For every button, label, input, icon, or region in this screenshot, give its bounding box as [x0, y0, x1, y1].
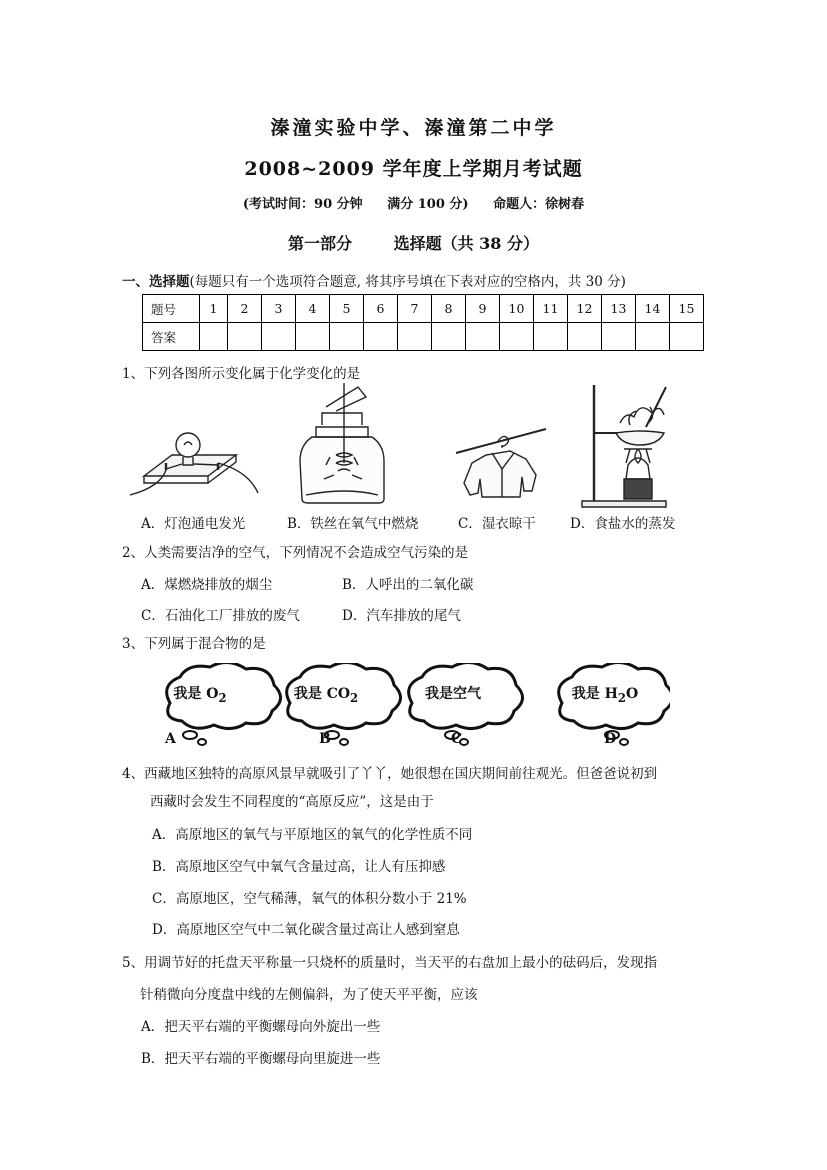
- iron-wire-oxygen-figure: [300, 383, 384, 503]
- cloud-a-text: 我是 $O_2$: [173, 686, 227, 705]
- question-5-option-b: B．把天平右端的平衡螺母向里旋进一些: [141, 1051, 381, 1067]
- cloud-c-text: 我是空气: [425, 686, 481, 702]
- section-label: 一、选择题: [122, 274, 190, 290]
- answer-cell[interactable]: [200, 323, 228, 351]
- table-cell-number: 1: [200, 295, 228, 323]
- question-1-figures: [126, 383, 716, 508]
- question-5-stem-line-1: 5、用调节好的托盘天平称量一只烧杯的质量时，当天平的右盘加上最小的砝码后，发现指: [122, 955, 658, 971]
- answer-cell[interactable]: [568, 323, 602, 351]
- answer-cell[interactable]: [466, 323, 500, 351]
- table-cell-number: 4: [296, 295, 330, 323]
- question-2-option-a: A．煤燃烧排放的烟尘: [141, 577, 273, 593]
- section-instruction: (每题只有一个选项符合题意, 将其序号填在下表对应的空格内，共 30 分): [189, 274, 626, 290]
- question-1-option-a: A．灯泡通电发光: [141, 516, 246, 532]
- cloud-b-label: B: [319, 731, 331, 747]
- table-cell-number: 8: [432, 295, 466, 323]
- answer-cell[interactable]: [296, 323, 330, 351]
- answer-cell[interactable]: [534, 323, 568, 351]
- cloud-b-text: 我是 $CO_2$: [293, 686, 359, 705]
- table-cell-number: 6: [364, 295, 398, 323]
- exam-author: 命题人：徐树春: [493, 197, 585, 212]
- table-header-number: 题号: [143, 295, 200, 323]
- question-2-stem: 2、人类需要洁净的空气，下列情况不会造成空气污染的是: [122, 545, 469, 561]
- answer-cell[interactable]: [364, 323, 398, 351]
- answer-table: [142, 294, 704, 351]
- table-cell-number: 12: [568, 295, 602, 323]
- table-cell-number: 2: [228, 295, 262, 323]
- question-4-option-b: B．高原地区空气中氧气含量过高，让人有压抑感: [152, 859, 446, 875]
- evaporation-figure: [582, 385, 666, 507]
- exam-score: 满分 100 分): [387, 197, 469, 212]
- question-5-option-a: A．把天平右端的平衡螺母向外旋出一些: [141, 1019, 381, 1035]
- answer-cell[interactable]: [262, 323, 296, 351]
- part-label: 第一部分: [287, 234, 352, 253]
- question-4-option-d: D．高原地区空气中二氧化碳含量过高让人感到窒息: [152, 922, 460, 938]
- question-2-option-c: C．石油化工厂排放的废气: [141, 608, 300, 624]
- answer-cell[interactable]: [636, 323, 670, 351]
- table-cell-number: 11: [534, 295, 568, 323]
- part-title: 选择题（共 38 分）: [393, 234, 539, 253]
- cloud-d-text: 我是 $H_2O$: [571, 686, 639, 705]
- table-row: [143, 323, 704, 351]
- answer-cell[interactable]: [432, 323, 466, 351]
- answer-cell[interactable]: [500, 323, 534, 351]
- table-cell-number: 3: [262, 295, 296, 323]
- answer-cell[interactable]: [670, 323, 704, 351]
- exam-title: 2008~2009 学年度上学期月考试题: [244, 158, 583, 180]
- question-5-stem-line-2: 针稍微向分度盘中线的左侧偏斜，为了使天平平衡，应该: [140, 987, 478, 1003]
- question-1-option-c: C．湿衣晾干: [458, 516, 536, 532]
- question-4-stem-line-2: 西藏时会发生不同程度的“高原反应”，这是由于: [150, 794, 434, 810]
- table-cell-number: 13: [602, 295, 636, 323]
- table-header-answer: 答案: [143, 323, 200, 351]
- section-heading: [122, 270, 626, 290]
- question-2-option-b: B．人呼出的二氧化碳: [342, 577, 474, 593]
- thought-clouds: [150, 663, 670, 751]
- light-bulb-figure: [130, 433, 258, 495]
- answer-cell[interactable]: [330, 323, 364, 351]
- table-cell-number: 5: [330, 295, 364, 323]
- question-1-stem: 1、下列各图所示变化属于化学变化的是: [122, 366, 361, 382]
- table-row: [143, 295, 704, 323]
- question-3-stem: 3、下列属于混合物的是: [122, 636, 266, 652]
- question-4-stem-line-1: 4、西藏地区独特的高原风景早就吸引了丫丫，她很想在国庆期间前往观光。但爸爸说初到: [122, 766, 658, 782]
- answer-cell[interactable]: [398, 323, 432, 351]
- cloud-d-label: D: [604, 731, 617, 747]
- question-1-option-d: D．食盐水的蒸发: [570, 516, 676, 532]
- exam-time: (考试时间：90 分钟: [242, 197, 363, 212]
- wet-clothes-figure: [456, 429, 546, 497]
- answer-cell[interactable]: [602, 323, 636, 351]
- table-cell-number: 9: [466, 295, 500, 323]
- table-cell-number: 7: [398, 295, 432, 323]
- part-heading: [0, 231, 827, 254]
- question-1-option-b: B．铁丝在氧气中燃烧: [287, 516, 419, 532]
- table-cell-number: 10: [500, 295, 534, 323]
- exam-info: [0, 193, 827, 212]
- school-title: 溱潼实验中学、溱潼第二中学: [270, 117, 557, 139]
- answer-cell[interactable]: [228, 323, 262, 351]
- cloud-c-label: C: [451, 731, 463, 747]
- question-2-option-d: D．汽车排放的尾气: [342, 608, 461, 624]
- question-4-option-c: C．高原地区，空气稀薄，氧气的体积分数小于 21%: [152, 891, 467, 907]
- table-cell-number: 14: [636, 295, 670, 323]
- question-4-option-a: A．高原地区的氧气与平原地区的氧气的化学性质不同: [152, 827, 473, 843]
- cloud-a-label: A: [165, 731, 176, 747]
- table-cell-number: 15: [670, 295, 704, 323]
